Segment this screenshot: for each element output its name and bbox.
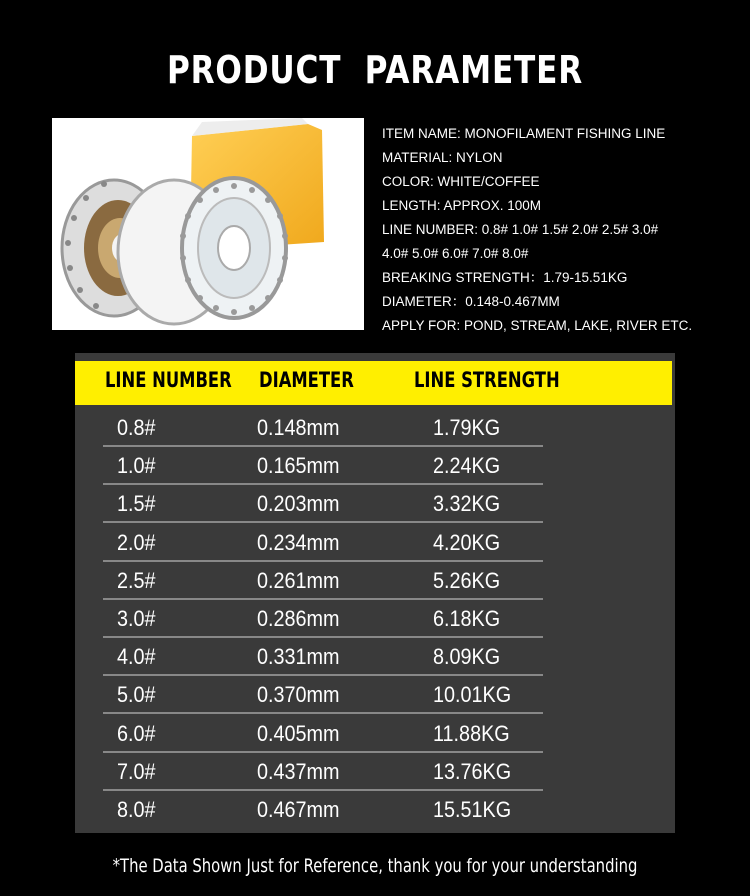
parameter-table (75, 353, 675, 833)
cell-line-number: 1.0# (117, 453, 156, 479)
cell-line-strength: 15.51KG (433, 797, 512, 822)
cell-diameter: 0.203mm (257, 491, 340, 517)
fishing-line-spool-image (52, 118, 364, 330)
product-photo (52, 118, 364, 330)
page-title: PRODUCT PARAMETER (166, 48, 584, 92)
cell-line-strength: 6.18KG (433, 606, 501, 631)
cell-diameter: 0.467mm (257, 797, 340, 822)
cell-diameter: 0.234mm (257, 529, 340, 555)
cell-diameter: 0.370mm (257, 682, 340, 708)
table-row (75, 600, 675, 638)
table-row (75, 524, 675, 562)
table-row (75, 562, 675, 600)
table-row (75, 447, 675, 485)
cell-line-number: 3.0# (117, 606, 156, 631)
spec-list (382, 122, 692, 338)
footnote: *The Data Shown Just for Reference, thank you for your understanding (112, 855, 638, 877)
cell-line-strength: 2.24KG (433, 453, 501, 479)
spec-line-number: LINE NUMBER: 0.8# 1.0# 1.5# 2.0# 2.5# 3.0# (382, 222, 659, 237)
cell-diameter: 0.261mm (257, 567, 340, 593)
cell-line-number: 0.8# (117, 415, 156, 440)
cell-line-number: 7.0# (117, 758, 156, 784)
cell-diameter: 0.286mm (257, 606, 340, 631)
cell-line-strength: 1.79KG (433, 415, 501, 440)
cell-line-strength: 4.20KG (433, 529, 501, 555)
spec-line-number-cont: 4.0# 5.0# 6.0# 7.0# 8.0# (382, 246, 529, 261)
cell-diameter: 0.405mm (257, 720, 340, 746)
cell-line-number: 5.0# (117, 682, 156, 708)
spec-apply-for: APPLY FOR: POND, STREAM, LAKE, RIVER ETC. (382, 318, 693, 333)
cell-line-strength: 8.09KG (433, 644, 501, 670)
cell-diameter: 0.437mm (257, 758, 340, 784)
header-diameter: DIAMETER (259, 368, 354, 392)
cell-diameter: 0.165mm (257, 453, 340, 479)
cell-line-number: 2.5# (117, 567, 156, 593)
cell-line-strength: 3.32KG (433, 491, 501, 517)
table-row (75, 485, 675, 523)
spec-item-name: ITEM NAME: MONOFILAMENT FISHING LINE (382, 126, 666, 141)
table-row (75, 791, 675, 829)
spec-color: COLOR: WHITE/COFFEE (382, 174, 540, 189)
cell-line-strength: 13.76KG (433, 758, 512, 784)
cell-line-strength: 11.88KG (433, 720, 510, 746)
table-row (75, 715, 675, 753)
cell-line-strength: 5.26KG (433, 567, 501, 593)
cell-line-number: 6.0# (117, 720, 156, 746)
cell-diameter: 0.331mm (257, 644, 340, 670)
table-row (75, 409, 675, 447)
cell-line-number: 4.0# (117, 644, 156, 670)
cell-line-number: 1.5# (117, 491, 156, 517)
cell-line-number: 2.0# (117, 529, 156, 555)
cell-diameter: 0.148mm (257, 415, 340, 440)
cell-line-strength: 10.01KG (433, 682, 512, 708)
header-line-strength: LINE STRENGTH (414, 368, 560, 392)
spec-length: LENGTH: APPROX. 100M (382, 198, 542, 213)
spec-diameter: DIAMETER：0.148-0.467MM (382, 294, 560, 309)
table-row (75, 753, 675, 791)
cell-line-number: 8.0# (117, 797, 156, 822)
table-row (75, 638, 675, 676)
table-row (75, 676, 675, 714)
spec-breaking-strength: BREAKING STRENGTH：1.79-15.51KG (382, 270, 628, 285)
spec-material: MATERIAL: NYLON (382, 150, 503, 165)
table-header (75, 361, 672, 405)
header-line-number: LINE NUMBER (105, 368, 232, 392)
